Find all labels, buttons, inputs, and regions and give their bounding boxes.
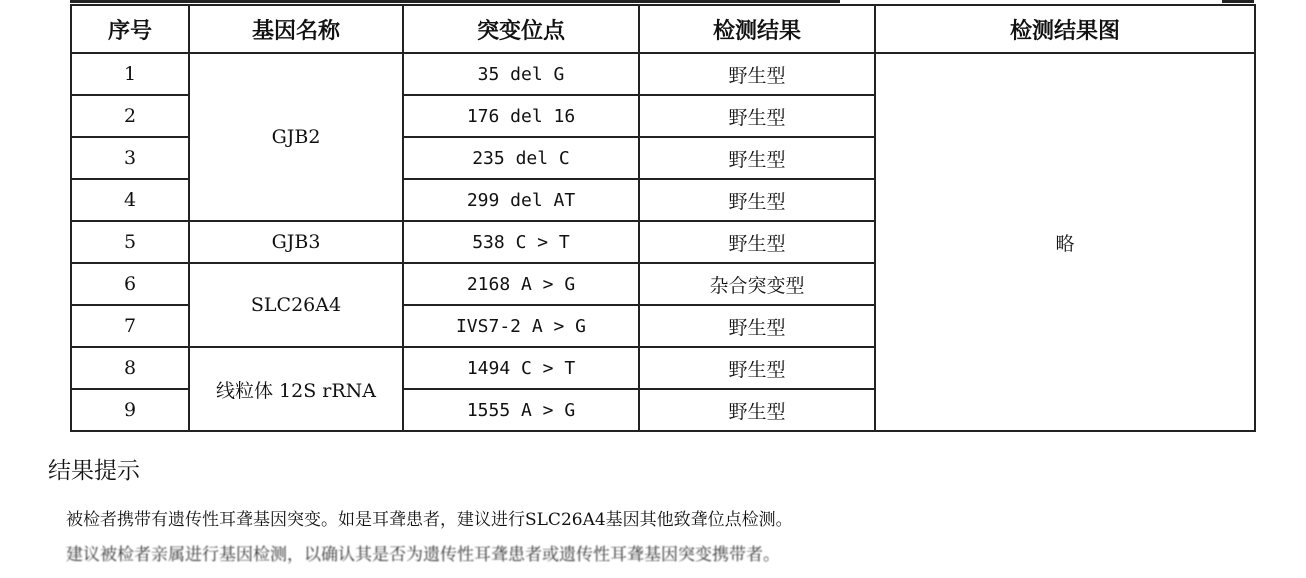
header-site: 突变位点 xyxy=(403,5,639,53)
header-result: 检测结果 xyxy=(639,5,875,53)
cell-result: 野生型 xyxy=(639,179,875,221)
result-table xyxy=(70,4,1256,432)
cell-no: 5 xyxy=(71,221,189,263)
summary-line-1: 被检者携带有遗传性耳聋基因突变。如是耳聋患者，建议进行SLC26A4基因其他致聋位点检测。 xyxy=(66,510,793,530)
cell-result: 野生型 xyxy=(639,95,875,137)
cell-no: 8 xyxy=(71,347,189,389)
cell-result: 野生型 xyxy=(639,305,875,347)
table-row xyxy=(71,53,1255,95)
cell-gene: GJB2 xyxy=(189,53,403,221)
header-gene: 基因名称 xyxy=(189,5,403,53)
top-border-left xyxy=(70,0,840,3)
header-figure: 检测结果图 xyxy=(875,5,1255,53)
cell-site: IVS7-2 A > G xyxy=(403,305,639,347)
cell-no: 6 xyxy=(71,263,189,305)
cell-site: 35 del G xyxy=(403,53,639,95)
cell-result: 野生型 xyxy=(639,347,875,389)
cell-no: 7 xyxy=(71,305,189,347)
cell-gene: SLC26A4 xyxy=(189,263,403,347)
cell-site: 299 del AT xyxy=(403,179,639,221)
cell-site: 235 del C xyxy=(403,137,639,179)
cell-site: 1555 A > G xyxy=(403,389,639,431)
cell-no: 1 xyxy=(71,53,189,95)
cell-figure: 略 xyxy=(875,53,1255,431)
cell-result: 野生型 xyxy=(639,221,875,263)
cell-site: 2168 A > G xyxy=(403,263,639,305)
cell-result: 野生型 xyxy=(639,53,875,95)
cell-gene: GJB3 xyxy=(189,221,403,263)
cell-result: 野生型 xyxy=(639,137,875,179)
cell-result: 杂合突变型 xyxy=(639,263,875,305)
cell-result: 野生型 xyxy=(639,389,875,431)
cell-no: 9 xyxy=(71,389,189,431)
cell-no: 3 xyxy=(71,137,189,179)
top-border-right xyxy=(1222,0,1254,3)
table-header-row xyxy=(71,5,1255,53)
cell-no: 4 xyxy=(71,179,189,221)
summary-line-2: 建议被检者亲属进行基因检测，以确认其是否为遗传性耳聋患者或遗传性耳聋基因突变携带者。 xyxy=(66,545,780,565)
cell-no: 2 xyxy=(71,95,189,137)
cell-site: 1494 C > T xyxy=(403,347,639,389)
header-no: 序号 xyxy=(71,5,189,53)
cell-site: 176 del 16 xyxy=(403,95,639,137)
cell-site: 538 C > T xyxy=(403,221,639,263)
cell-gene: 线粒体 12S rRNA xyxy=(189,347,403,431)
summary-title: 结果提示 xyxy=(48,458,140,484)
